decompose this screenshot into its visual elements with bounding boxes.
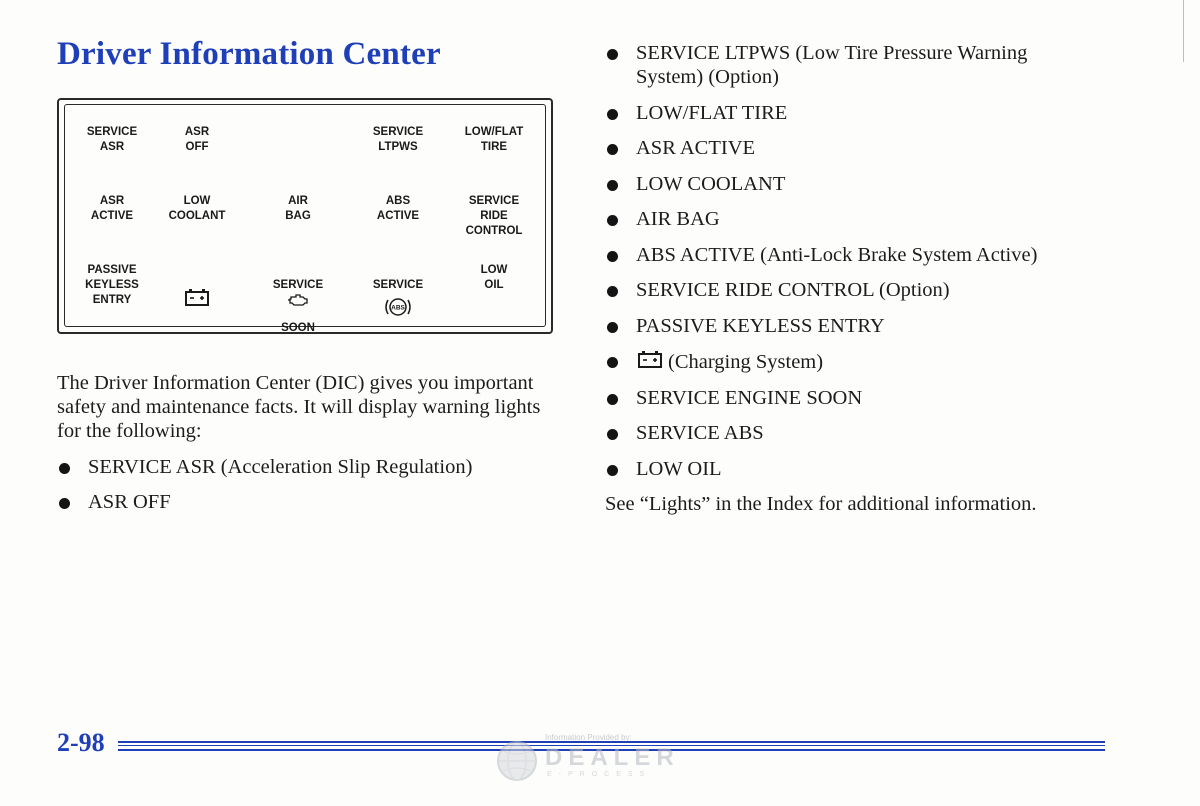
list-item-text: SERVICE ENGINE SOON — [636, 386, 863, 409]
list-item-text: SERVICE LTPWS (Low Tire Pressure Warning System) (Option) — [636, 42, 1028, 88]
list-item-text: (Charging System) — [668, 351, 824, 373]
list-item — [57, 455, 557, 479]
list-item-text: LOW OIL — [636, 457, 722, 480]
list-item-text: ASR ACTIVE — [636, 137, 756, 159]
dealer-watermark — [495, 733, 695, 785]
list-item — [605, 278, 1105, 302]
list-item-text: AIR BAG — [636, 208, 720, 230]
abs-badge-text: ABS — [391, 304, 405, 312]
bullet-dot-icon — [607, 180, 618, 191]
lamp-service-engine-soon — [253, 263, 343, 351]
list-item — [605, 41, 1076, 89]
list-item-text: PASSIVE KEYLESS ENTRY — [636, 314, 885, 337]
abs-icon — [383, 295, 413, 319]
globe-logo-icon — [495, 739, 539, 783]
battery-icon — [184, 287, 210, 307]
list-item-text: SERVICE RIDE CONTROL (Option) — [636, 279, 950, 301]
list-item-text: LOW COOLANT — [636, 172, 786, 195]
bullet-dot-icon — [607, 357, 618, 368]
list-item-text: ABS ACTIVE (Anti-Lock Brake System Active) — [636, 243, 1038, 266]
bullet-dot-icon — [607, 109, 618, 120]
lamp-service-ride-control: SERVICE RIDE CONTROL — [465, 195, 523, 237]
lamp-asr-active: ASR ACTIVE — [90, 195, 134, 222]
list-item-text: SERVICE ABS — [636, 422, 764, 444]
bullet-dot-icon — [607, 144, 618, 155]
lamp-low-coolant: LOW COOLANT — [168, 195, 226, 222]
list-item — [605, 421, 1105, 445]
list-item — [605, 207, 1105, 231]
intro-paragraph: The Driver Information Center (DIC) gives you important safety and maintenance facts. It will display warning lights for the following: — [57, 372, 541, 442]
list-item — [605, 243, 1105, 267]
list-item-text: LOW/FLAT TIRE — [636, 101, 788, 124]
list-item — [605, 172, 1105, 196]
right-bullet-list — [605, 41, 1105, 492]
bullet-dot-icon — [607, 49, 618, 60]
lamp-low-oil: LOW OIL — [480, 264, 508, 291]
lamp-abs-active: ABS ACTIVE — [376, 195, 420, 222]
page-number: 2-98 — [57, 728, 105, 757]
list-item — [605, 136, 1105, 160]
battery-icon — [636, 349, 664, 369]
see-also-note: See “Lights” in the Index for additional information. — [605, 493, 1037, 515]
list-item — [57, 490, 557, 514]
list-item-text: SERVICE ASR (Acceleration Slip Regulation) — [88, 456, 473, 478]
list-item — [605, 457, 1105, 481]
list-item — [605, 101, 1105, 125]
bullet-dot-icon — [607, 215, 618, 226]
lamp-service-asr: SERVICE ASR — [86, 126, 138, 153]
lamp-asr-off: ASR OFF — [184, 126, 210, 153]
lamp-air-bag: AIR BAG — [285, 195, 311, 222]
bullet-dot-icon — [607, 394, 618, 405]
bullet-dot-icon — [607, 251, 618, 262]
lamp-service-engine-top-label: SERVICE — [272, 279, 324, 291]
list-item — [605, 314, 1105, 338]
watermark-subword: E-PROCESS — [547, 771, 652, 778]
watermark-caption: Information Provided by: — [545, 733, 632, 742]
bullet-dot-icon — [607, 465, 618, 476]
lamp-low-flat-tire: LOW/FLAT TIRE — [464, 126, 524, 153]
lamp-service-abs — [353, 263, 443, 334]
list-item — [605, 386, 1105, 410]
watermark-word: DEALER — [545, 744, 680, 771]
engine-icon — [287, 293, 309, 307]
list-item — [605, 349, 1105, 374]
bullet-dot-icon — [607, 322, 618, 333]
lamp-charging-system — [152, 270, 242, 322]
lamp-passive-keyless-entry: PASSIVE KEYLESS ENTRY — [85, 264, 139, 306]
bullet-dot-icon — [59, 498, 70, 509]
bullet-dot-icon — [59, 463, 70, 474]
left-bullet-list — [57, 455, 557, 525]
page-title: Driver Information Center — [57, 36, 441, 72]
bullet-dot-icon — [607, 286, 618, 297]
lamp-service-abs-top-label: SERVICE — [372, 279, 424, 291]
lamp-service-engine-bottom-label: SOON — [281, 322, 315, 334]
list-item-text: ASR OFF — [88, 491, 171, 513]
bullet-dot-icon — [607, 429, 618, 440]
lamp-service-ltpws: SERVICE LTPWS — [372, 126, 424, 153]
page-edge-line — [1183, 0, 1184, 62]
dic-panel-diagram — [57, 98, 553, 334]
